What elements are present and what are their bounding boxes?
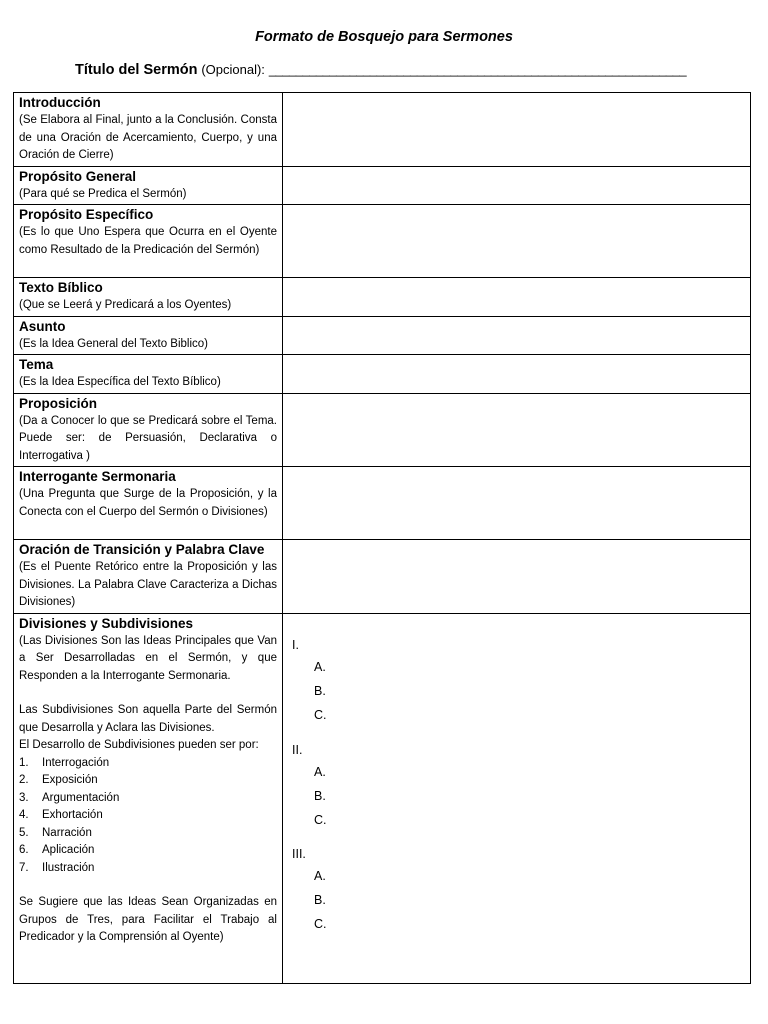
outline-subdivision: B. (314, 683, 326, 698)
row-answer-cell[interactable] (283, 355, 751, 394)
sermon-outline-table (13, 92, 751, 984)
outline-subdivision: C. (314, 812, 327, 827)
table-row (14, 355, 751, 394)
outline-subdivision: A. (314, 764, 326, 779)
list-item: 3. Argumentación (19, 791, 120, 804)
row-answer-cell[interactable] (283, 467, 751, 540)
outline-subdivision: A. (314, 868, 326, 883)
divisions-label-cell (14, 613, 283, 983)
row-heading: Proposición (19, 395, 98, 411)
outline-subdivision: C. (314, 707, 327, 722)
divisions-outline (288, 615, 745, 936)
row-label-cell (14, 93, 283, 167)
table-row (14, 540, 751, 614)
table-row (14, 205, 751, 278)
row-heading: Texto Bíblico (19, 280, 103, 295)
row-heading: Tema (19, 357, 54, 372)
row-label-cell (14, 355, 283, 394)
row-heading: Propósito Específico (19, 207, 154, 222)
row-answer-cell[interactable] (283, 393, 751, 467)
divisions-intro: (Las Divisiones Son las Ideas Principales que Van a Ser Desarrolladas en el Sermón, y que Responden a la Interrogante Sermonaria. (19, 634, 277, 682)
row-heading: Oración de Transición y Palabra Clave (19, 542, 265, 557)
divisions-heading: Divisiones y Subdivisiones (19, 615, 194, 631)
list-item: 7. Ilustración (19, 861, 95, 874)
row-description: (Es la Idea General del Texto Biblico) (19, 337, 208, 350)
list-item: 5. Narración (19, 826, 92, 839)
sermon-title-label: Título del Sermón (75, 62, 198, 78)
list-item: 1. Interrogación (19, 756, 110, 769)
sermon-title-line (75, 61, 715, 78)
row-label-cell (14, 205, 283, 278)
table-row (14, 613, 751, 983)
row-answer-cell[interactable] (283, 166, 751, 205)
list-item: 6. Aplicación (19, 844, 95, 856)
table-row (14, 166, 751, 205)
row-description: (Que se Leerá y Predicará a los Oyentes) (19, 299, 232, 311)
row-heading: Interrogante Sermonaria (19, 469, 176, 484)
list-item: 2. Exposición (19, 774, 98, 786)
row-answer-cell[interactable] (283, 540, 751, 614)
outline-subdivision: B. (314, 892, 326, 907)
divisions-closing: Se Sugiere que las Ideas Sean Organizadas en Grupos de Tres, para Facilitar el Trabajo al Predicador y la Comprensión al Oyente) (19, 896, 277, 943)
table-row (14, 93, 751, 167)
row-heading: Introducción (19, 95, 101, 110)
row-heading: Asunto (19, 318, 66, 334)
row-label-cell (14, 540, 283, 614)
outline-division-1: I. (292, 637, 299, 652)
row-label-cell (14, 278, 283, 317)
row-label-cell (14, 166, 283, 205)
row-description: (Se Elabora al Final, junto a la Conclusión. Consta de una Oración de Acercamiento, Cuerpo, y una Oración de Cierre) (19, 114, 277, 161)
sermon-title-optional: (Opcional): (201, 62, 265, 77)
outline-subdivision: B. (314, 788, 326, 803)
row-description: (Una Pregunta que Surge de la Proposición, y la Conecta con el Cuerpo del Sermón o Divisiones) (19, 488, 277, 518)
table-row (14, 393, 751, 467)
row-description: (Para qué se Predica el Sermón) (19, 187, 187, 200)
list-item: 4. Exhortación (19, 809, 103, 821)
row-description: (Es el Puente Retórico entre la Proposición y las Divisiones. La Palabra Clave Caracteriza a Dichas Divisiones) (19, 561, 277, 608)
row-answer-cell[interactable] (283, 93, 751, 167)
row-label-cell (14, 393, 283, 467)
row-answer-cell[interactable] (283, 278, 751, 317)
row-label-cell (14, 316, 283, 355)
table-row (14, 467, 751, 540)
row-description: (Da a Conocer lo que se Predicará sobre el Tema. Puede ser: de Persuasión, Declarativa o Interrogativa ) (19, 414, 277, 462)
outline-subdivision: A. (314, 659, 326, 674)
development-methods-list (19, 755, 277, 878)
divisions-outline-cell[interactable] (283, 613, 751, 983)
row-answer-cell[interactable] (283, 316, 751, 355)
row-description: (Es la Idea Específica del Texto Bíblico) (19, 376, 221, 388)
divisions-development-label: El Desarrollo de Subdivisiones pueden ser por: (19, 739, 259, 751)
document-title: Formato de Bosquejo para Sermones (255, 29, 513, 45)
row-description: (Es lo que Uno Espera que Ocurra en el Oyente como Resultado de la Predicación del Sermón) (19, 226, 277, 256)
table-row (14, 278, 751, 317)
outline-division-2: II. (292, 742, 303, 757)
row-heading: Propósito General (19, 168, 137, 184)
outline-subdivision: C. (314, 916, 327, 931)
sermon-title-blank[interactable]: ______________________________________________________________ (268, 62, 687, 77)
row-label-cell (14, 467, 283, 540)
divisions-subdivisions-text: Las Subdivisiones Son aquella Parte del Sermón que Desarrolla y Aclara las Divisiones. (19, 704, 277, 734)
row-answer-cell[interactable] (283, 205, 751, 278)
table-row (14, 316, 751, 355)
outline-division-3: III. (292, 846, 306, 861)
